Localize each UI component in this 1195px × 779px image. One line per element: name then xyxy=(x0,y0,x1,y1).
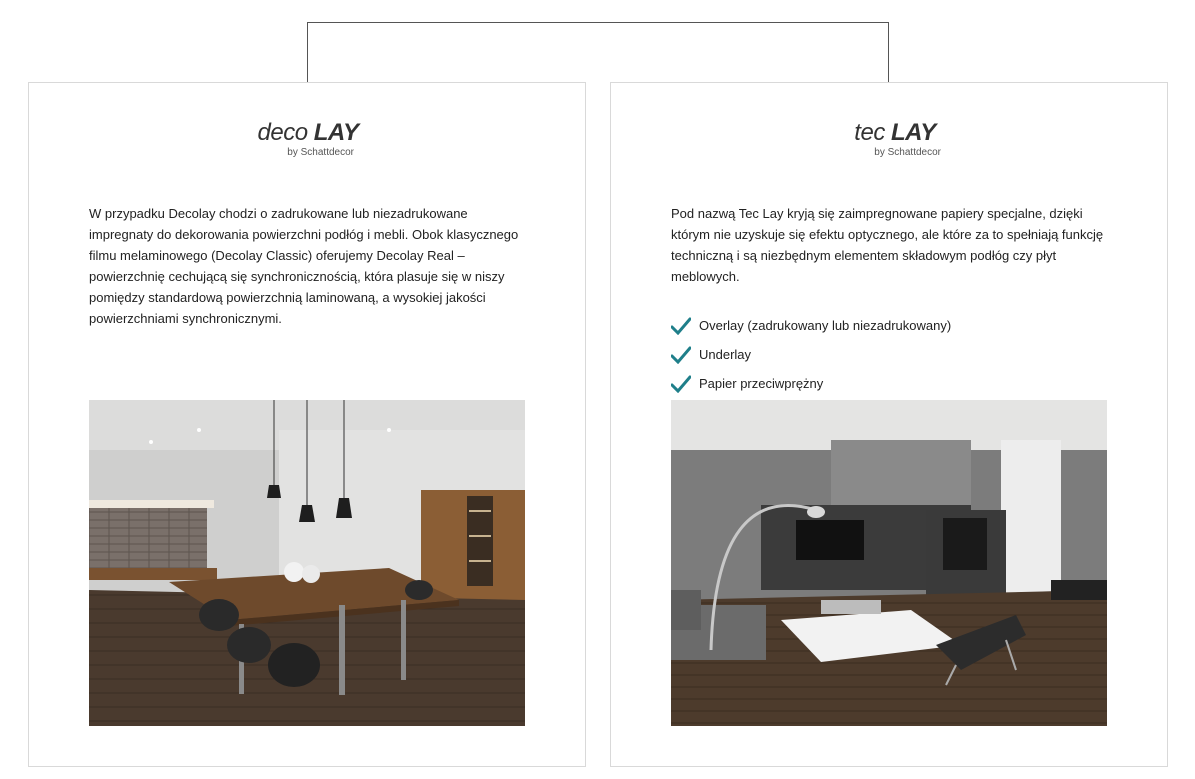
dining-room-photo xyxy=(89,400,525,726)
checklist-item-label: Underlay xyxy=(699,347,752,362)
decolay-card xyxy=(28,82,586,767)
teclay-card xyxy=(610,82,1168,767)
checklist-item xyxy=(671,311,951,340)
logo-light-text: deco xyxy=(257,119,308,146)
logo-bold-text: LAY xyxy=(890,119,936,146)
checklist-item-label: Overlay (zadrukowany lub niezadrukowany) xyxy=(699,318,952,333)
checklist-item xyxy=(671,369,951,398)
logo-bold-text: LAY xyxy=(313,119,359,146)
living-room-photo xyxy=(671,400,1107,726)
teclay-description: Pod nazwą Tec Lay kryją się zaimpregnowane papiery specjalne, dzięki którym nie uzyskuje się efektu optycznego, ale które za to spełniają funkcję techniczną i są niezbędnym elementem składowym podłóg czy płyt meblowych. xyxy=(671,206,1104,284)
decolay-logo xyxy=(248,121,368,158)
checklist-item xyxy=(671,340,951,369)
teclay-logo xyxy=(835,121,955,158)
logo-subtitle: by Schattdecor xyxy=(874,147,941,158)
decolay-description: W przypadku Decolay chodzi o zadrukowane lub niezadrukowane impregnaty do dekorowania powierzchni podłóg i mebli. Obok klasycznego filmu melaminowego (Decolay Classic) oferujemy Decolay Real – powierzchnię cechującą się synchronicznością, która plasuje się w niszy pomiędzy standardową powierzchnią laminowaną, a wysokiej jakości powierzchniami synchronicznymi. xyxy=(89,206,519,326)
checklist-item-label: Papier przeciwprężny xyxy=(699,376,824,391)
checkmark-icon xyxy=(671,346,691,364)
checkmark-icon xyxy=(671,375,691,393)
logo-light-text: tec xyxy=(854,119,885,146)
checkmark-icon xyxy=(671,317,691,335)
product-checklist xyxy=(671,311,951,398)
logo-subtitle: by Schattdecor xyxy=(287,147,354,158)
